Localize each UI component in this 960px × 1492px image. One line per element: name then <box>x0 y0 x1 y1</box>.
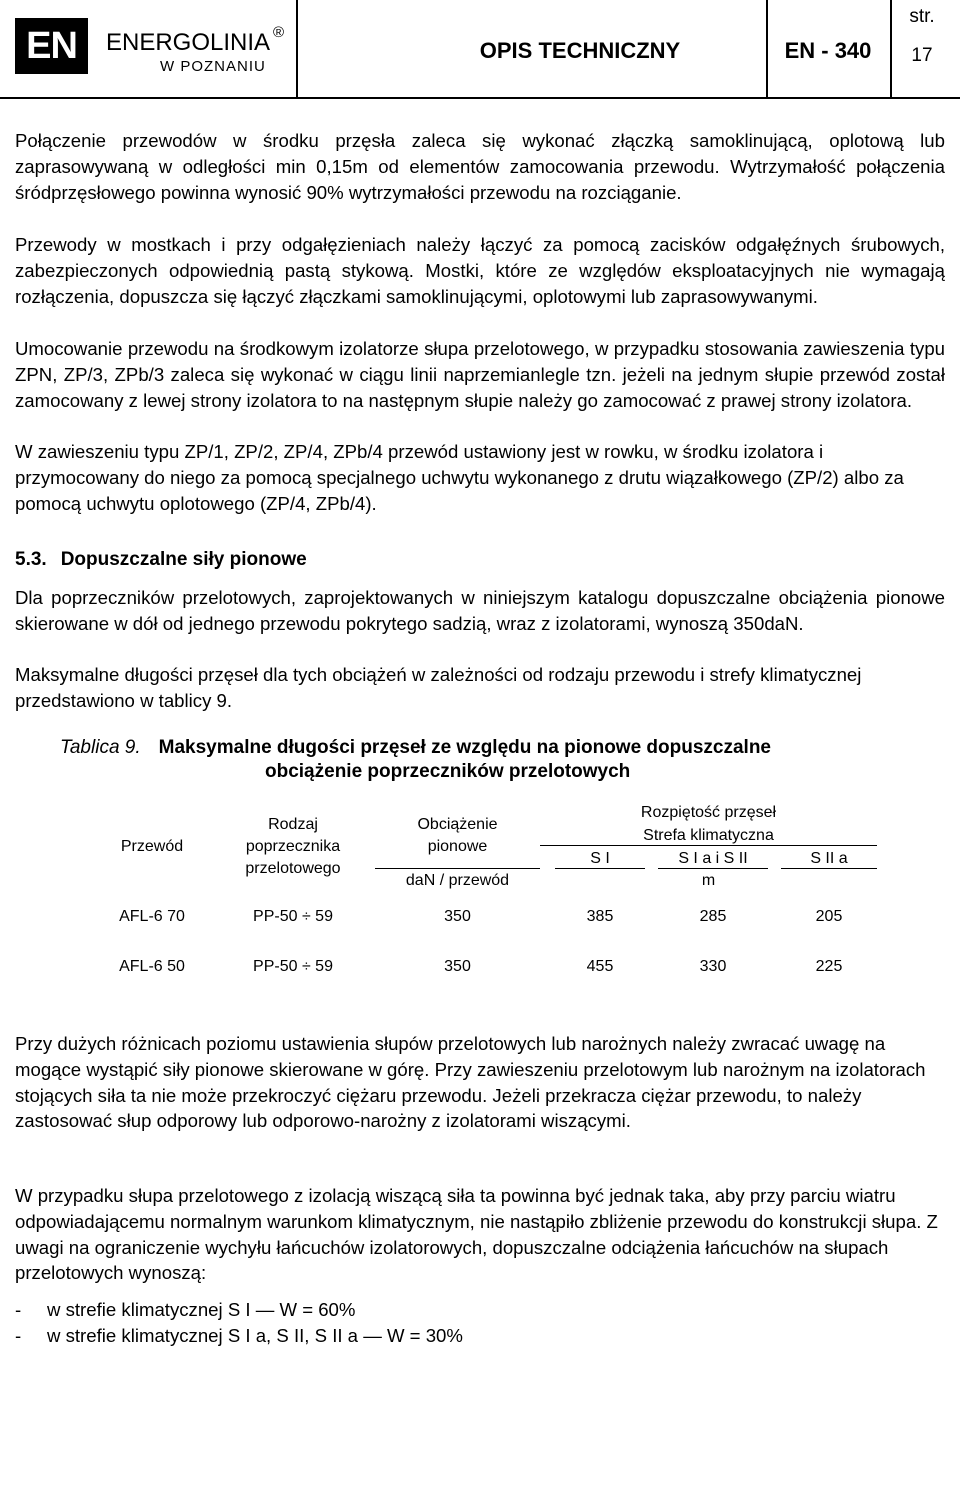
value-list <box>15 1297 463 1349</box>
company-city: W POZNANIU <box>160 58 266 75</box>
table-cell: PP-50 ÷ 59 <box>253 958 333 975</box>
header-rodzaj: poprzecznika <box>245 838 341 855</box>
rule <box>781 868 877 869</box>
span-table <box>93 796 877 1000</box>
header-rodzaj: przelotowego <box>245 860 341 877</box>
rule <box>555 868 645 869</box>
table-cell: AFL-6 70 <box>119 908 185 925</box>
table-cell: 225 <box>815 958 843 975</box>
document-code: EN - 340 <box>784 38 872 63</box>
header-rodzaj: Rodzaj <box>268 816 318 833</box>
page-label: str. <box>909 6 935 27</box>
header-przewod: Przewód <box>120 838 184 855</box>
document-title: OPIS TECHNICZNY <box>479 38 681 63</box>
table-cell: 350 <box>444 958 471 975</box>
logo: EN <box>15 18 88 74</box>
table-cell: 385 <box>586 908 614 925</box>
header-zone: S I a i S II <box>678 850 748 867</box>
list-item: - w strefie klimatycznej S I a, S II, S II a — W = 30% <box>15 1325 463 1346</box>
list-item: - w strefie klimatycznej S I — W = 60% <box>15 1299 356 1320</box>
divider <box>890 0 892 99</box>
registered-mark: ® <box>273 24 285 41</box>
section-number: 5.3. <box>15 549 47 570</box>
paragraph: Dla poprzeczników przelotowych, zaprojektowanych w niniejszym katalogu dopuszczalne obciążenia pionowe skierowane w dół od jednego przewodu pokrytego sadzią, wraz z izolatorami, wynoszą 350daN. <box>15 587 945 634</box>
table-cell: PP-50 ÷ 59 <box>253 908 333 925</box>
paragraph: W przypadku słupa przelotowego z izolacją wiszącą siła ta powinna być jednak taka, aby przy parciu wiatru odpowiadającemu normalnym warunkom klimatycznym, nie nastąpiło zbliżenie przewodu do konstrukcji słupa. Z uwagi na ograniczenie wychyłu łańcuchów izolatorowych, dopuszczalne odciążenia łańcuchów na słupach przelotowych wynoszą: <box>15 1185 938 1284</box>
header-strefa: Strefa klimatyczna <box>643 827 774 844</box>
page-number: 17 <box>911 45 933 66</box>
header-unit: daN / przewód <box>405 872 510 889</box>
header-obciazenie: pionowe <box>427 838 488 855</box>
table-title: Maksymalne długości przęseł ze względu na pionowe dopuszczalne <box>158 737 772 758</box>
table-cell: 350 <box>444 908 471 925</box>
header-obciazenie: Obciążenie <box>417 816 498 833</box>
divider <box>296 0 298 99</box>
header-zone: S I <box>590 850 610 867</box>
header-unit: m <box>701 872 716 889</box>
rule <box>375 868 540 869</box>
rule <box>658 868 768 869</box>
header-zone: S II a <box>810 850 848 867</box>
paragraph: Przewody w mostkach i przy odgałęzieniach należy łączyć za pomocą zacisków odgałęźnych śrubowych, zabezpieczonych odpowiednią pastą stykową. Mostki, które ze względów eksploatacyjnych nie wymagają rozłączenia, dopuszcza się łączyć złączkami samoklinującymi, oplotowymi lub zaprasowywanymi. <box>15 234 945 307</box>
table-caption <box>60 735 771 761</box>
table-cell: 455 <box>586 958 614 975</box>
section-title: Dopuszczalne siły pionowe <box>60 549 307 570</box>
section-heading <box>15 549 321 571</box>
table-cell: 330 <box>699 958 727 975</box>
paragraph: Przy dużych różnicach poziomu ustawienia słupów przelotowych lub narożnych należy zwracać uwagę na mogące wystąpić siły pionowe skierowane w górę. Przy zawieszeniu przelotowym lub narożnym na izolatorach stojących siła ta nie może przekroczyć ciężaru przewodu. Jeżeli przekracza ciężar przewodu, to należy zastosować słup odporowy lub odporowo-narożny z izolatorami wiszącymi. <box>15 1033 926 1132</box>
paragraph: W zawieszeniu typu ZP/1, ZP/2, ZP/4, ZPb/4 przewód ustawiony jest w rowku, w środku izolatora i przymocowany do niego za pomocą specjalnego uchwytu wykonanego z drutu wiązałkowego (ZP/2) albo za pomocą uchwytu oplotowego (ZP/4, ZPb/4). <box>15 441 904 514</box>
rule <box>540 845 877 846</box>
company-name: ENERGOLINIA ® <box>106 24 285 56</box>
paragraph: Maksymalne długości przęseł dla tych obciążeń w zależności od rodzaju przewodu i strefy klimatycznej przedstawiono w tablicy 9. <box>15 664 862 711</box>
page-header <box>0 0 960 99</box>
paragraph: Umocowanie przewodu na środkowym izolatorze słupa przelotowego, w przypadku stosowania zawieszenia typu ZPN, ZP/3, ZPb/3 zaleca się wykonać w ciągu linii naprzemianlegle tzn. jeżeli na jednym słupie przewód został zamocowany z lewej strony izolatora to na następnym słupie należy go zamocować z prawej strony izolatora. <box>15 338 945 411</box>
table-cell: AFL-6 50 <box>119 958 185 975</box>
table-label: Tablica 9. <box>60 737 141 758</box>
table-title-line2: obciążenie poprzeczników przelotowych <box>265 761 631 782</box>
table-cell: 205 <box>815 908 843 925</box>
table-cell: 285 <box>699 908 727 925</box>
header-rozpietosc: Rozpiętość przęseł <box>640 804 777 821</box>
paragraph: Połączenie przewodów w środku przęsła zaleca się wykonać złączką samoklinującą, oplotową lub zaprasowywaną w odległości min 0,15m od elementów zamocowania przewodu. Wytrzymałość połączenia śródprzęsłowego powinna wynosić 90% wytrzymałości przewodu na rozciąganie. <box>15 130 945 203</box>
